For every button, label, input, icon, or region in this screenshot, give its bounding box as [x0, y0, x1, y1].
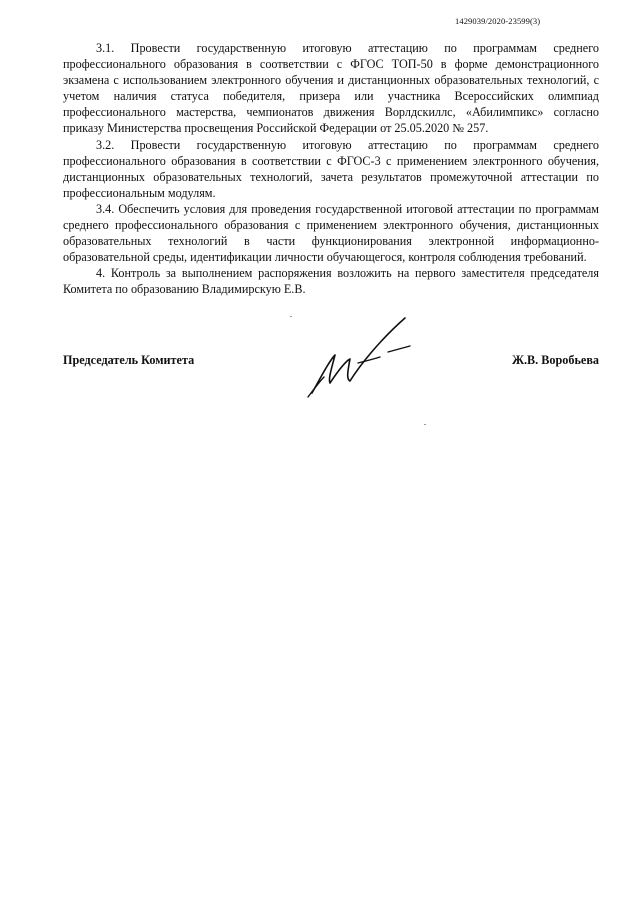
signatory-title: Председатель Комитета	[63, 353, 195, 367]
scan-artifact	[290, 316, 292, 317]
document-body	[63, 40, 599, 298]
scan-artifact	[424, 424, 426, 425]
document-id: 1429039/2020-23599(3)	[455, 16, 541, 26]
handwritten-signature	[300, 315, 420, 400]
signatory-name: Ж.В. Воробьева	[511, 353, 599, 367]
paragraph-3-4: 3.4. Обеспечить условия для проведения государственной итоговой аттестации по программам среднего профессионального образования с применением электронного обучения, дистанционных образовательных технологий в части функционирования электронной информационно-образовательной среды, идентификации личности обучающегося, контроля соблюдения требований.	[63, 201, 599, 265]
paragraph-3-2: 3.2. Провести государственную итоговую аттестацию по программам среднего профессионального образования в соответствии с ФГОС-3 с применением электронного обучения, дистанционных образовательных технологий, зачета результатов промежуточной аттестации по профессиональным модулям.	[63, 137, 599, 200]
paragraph-3-1: 3.1. Провести государственную итоговую аттестацию по программам среднего профессионального образования в соответствии с ФГОС ТОП-50 в форме демонстрационного экзамена с использованием электронного обучения и дистанционных образовательных технологий, с учетом наличия статуса победителя, призера или участника Всероссийских олимпиад профессионального мастерства, чемпионатов движения Ворлдскиллс, «Абилимпикс» согласно приказу Министерства просвещения Российской Федерации от 25.05.2020 № 257.	[63, 41, 599, 136]
paragraph-4: 4. Контроль за выполнением распоряжения возложить на первого заместителя председателя Комитета по образованию Владимирскую Е.В.	[63, 266, 599, 297]
